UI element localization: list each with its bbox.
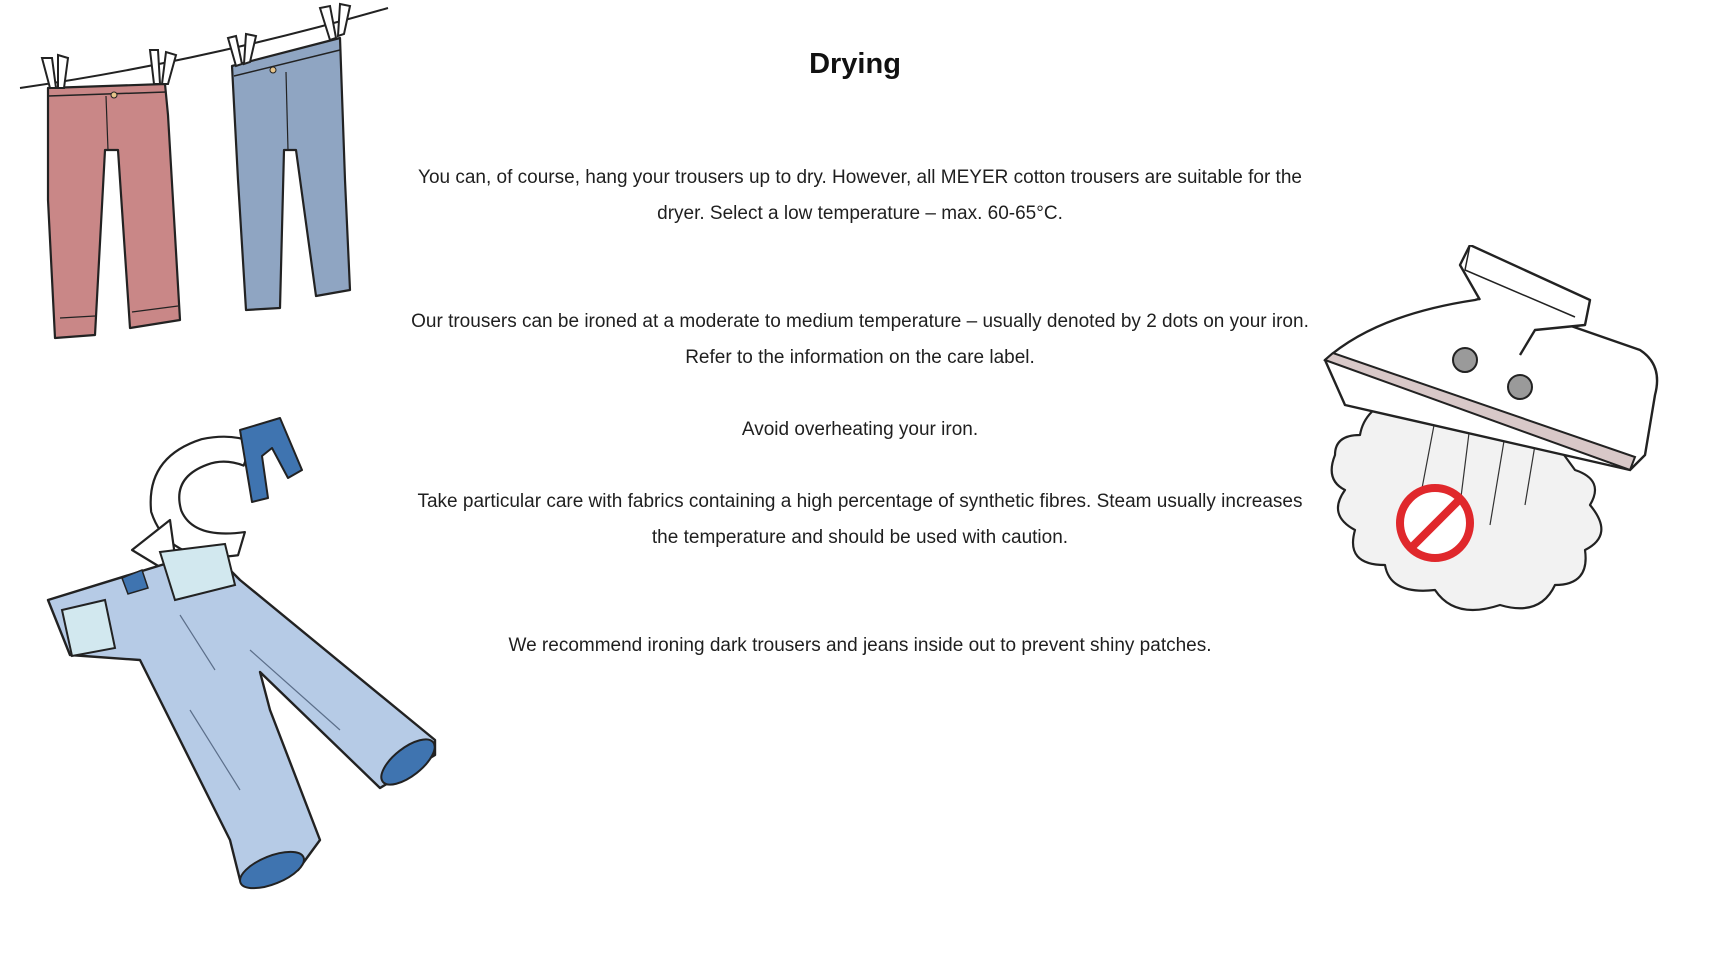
jeans-inside-out-icon [40, 410, 460, 950]
paragraph-synthetic-fibres: Take particular care with fabrics containing a high percentage of synthetic fibres. Steam usually increases the temperature and should be used with caution. [417, 491, 1303, 548]
prohibition-sign-icon [1400, 488, 1470, 558]
light-jeans-icon [48, 544, 442, 896]
iron-no-steam-icon [1285, 245, 1710, 695]
page-title: Drying [809, 48, 901, 80]
paragraph-inside-out: We recommend ironing dark trousers and jeans inside out to prevent shiny patches. [508, 635, 1212, 656]
paragraph-dryer: You can, of course, hang your trousers up to dry. However, all MEYER cotton trousers are suitable for the dryer. Select a low temperature – max. 60-65°C. [418, 167, 1302, 224]
paragraph-avoid-overheating: Avoid overheating your iron. [741, 419, 979, 440]
paragraph-ironing-temperature: Our trousers can be ironed at a moderate to medium temperature – usually denoted by 2 dots on your iron. Refer to the information on the care label. [411, 311, 1309, 368]
red-trousers-icon [48, 84, 180, 338]
